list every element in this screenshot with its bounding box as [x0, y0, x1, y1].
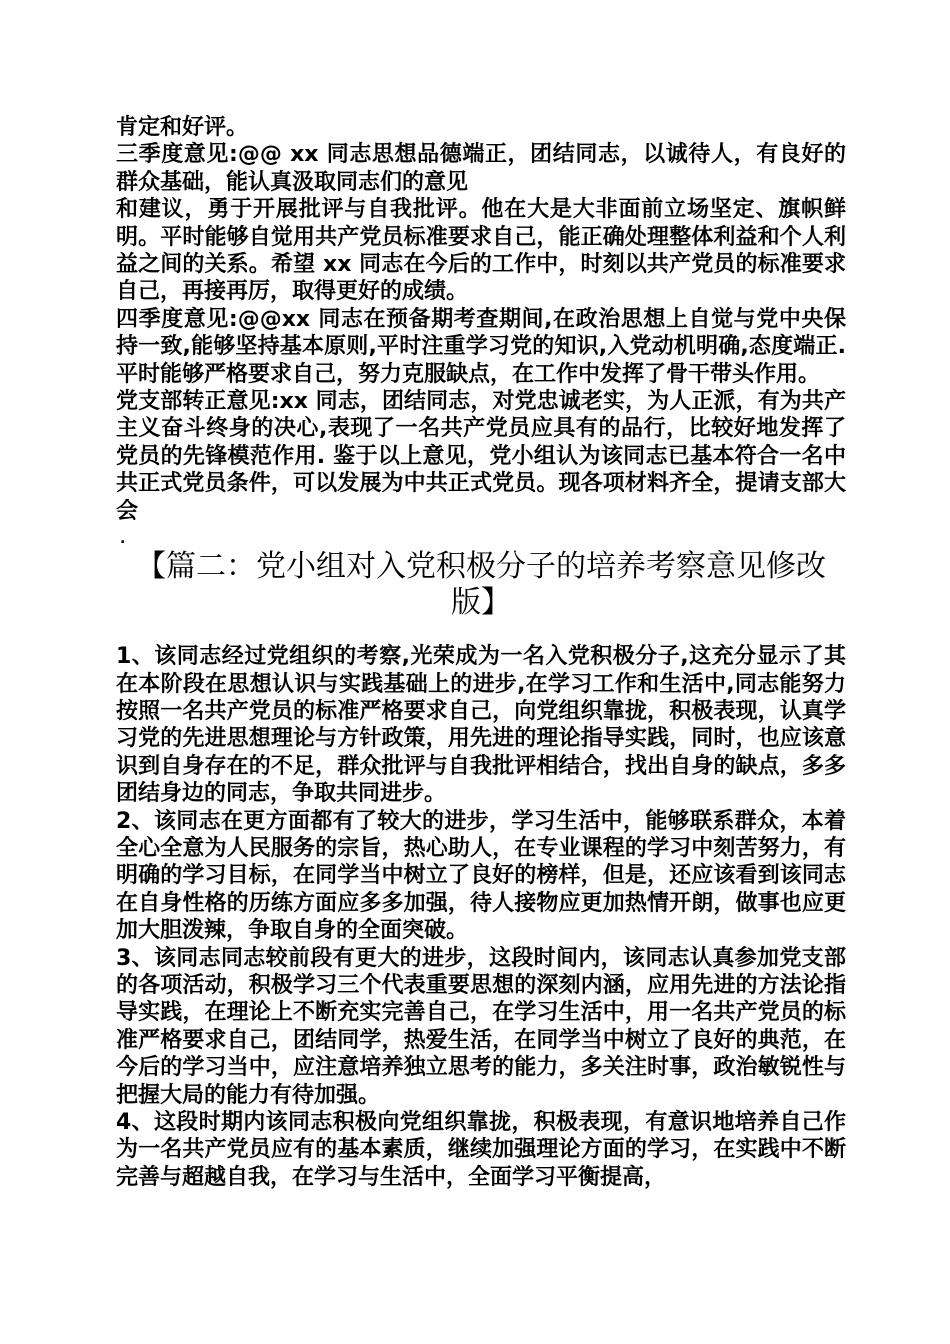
document-page	[116, 114, 846, 1191]
paragraph-item-1: 1、该同志经过党组织的考察,光荣成为一名入党积极分子,这充分显示了其在本阶段在思想认识与实践基础上的进步,在学习工作和生活中,同志能努力按照一名共产党员的标准严格要求自己，向党组织靠拢，积极表现，认真学习党的先进思想理论与方针政策，用先进的理论指导实践，同时，也应该意识到自身存在的不足，群众批评与自我批评相结合，找出自身的缺点，多多团结身边的同志，争取共同进步。	[116, 644, 846, 807]
paragraph-intro-end: 肯定和好评。	[116, 115, 249, 140]
separator-dot: .	[120, 531, 126, 548]
paragraph-branch-opinion: 党支部转正意见:xx 同志，团结同志，对党忠诚老实，为人正派，有为共产主义奋斗终身的决心,表现了一名共产党员应具有的品行，比较好地发挥了党员的先锋模范作用. 鉴于以上意见，党小组认为该同志已基本符合一名中共正式党员条件，可以发展为中共正式党员。现各项材料齐全，提请支部大会	[116, 389, 846, 524]
paragraph-q3-opinion: 三季度意见:@@ xx 同志思想品德端正，团结同志，以诚待人，有良好的群众基础，能认真汲取同志们的意见	[116, 142, 846, 195]
section-title: 【篇二：党小组对入党积极分子的培养考察意见修改版】	[136, 549, 826, 621]
paragraph-item-4: 4、这段时期内该同志积极向党组织靠拢，积极表现，有意识地培养自己作为一名共产党员应有的基本素质，继续加强理论方面的学习，在实践中不断完善与超越自我，在学习与生活中，全面学习平衡提高，	[116, 1110, 846, 1190]
paragraph-q4-opinion: 四季度意见:@@xx 同志在预备期考查期间,在政治思想上自觉与党中央保持一致,能够坚持基本原则,平时注重学习党的知识,入党动机明确,态度端正.平时能够严格要求自己，努力克服缺点，在工作中发挥了骨干带头作用。	[116, 306, 846, 387]
paragraph-q3-continued: 和建议，勇于开展批评与自我批评。他在大是大非面前立场坚定、旗帜鲜明。平时能够自觉用共产党员标准要求自己，能正确处理整体利益和个人利益之间的关系。希望 xx 同志在今后的工作中，时刻以共产党员的标准要求自己，再接再厉，取得更好的成绩。	[116, 197, 846, 305]
paragraph-item-2: 2、该同志在更方面都有了较大的进步，学习生活中，能够联系群众，本着全心全意为人民服务的宗旨，热心助人，在专业课程的学习中刻苦努力，有明确的学习目标，在同学当中树立了良好的榜样，但是，还应该看到该同志在自身性格的历练方面应多多加强，待人接物应更加热情开朗，做事也应更加大胆泼辣，争取自身的全面突破。	[116, 808, 846, 944]
paragraph-item-3: 3、该同志同志较前段有更大的进步，这段时间内，该同志认真参加党支部的各项活动，积极学习三个代表重要思想的深刻内涵，应用先进的方法论指导实践，在理论上不断充实完善自己，在学习生活中，用一名共产党员的标准严格要求自己，团结同学，热爱生活，在同学当中树立了良好的典范，在今后的学习当中，应注意培养独立思考的能力，多关注时事，政治敏锐性与把握大局的能力有待加强。	[116, 945, 846, 1108]
